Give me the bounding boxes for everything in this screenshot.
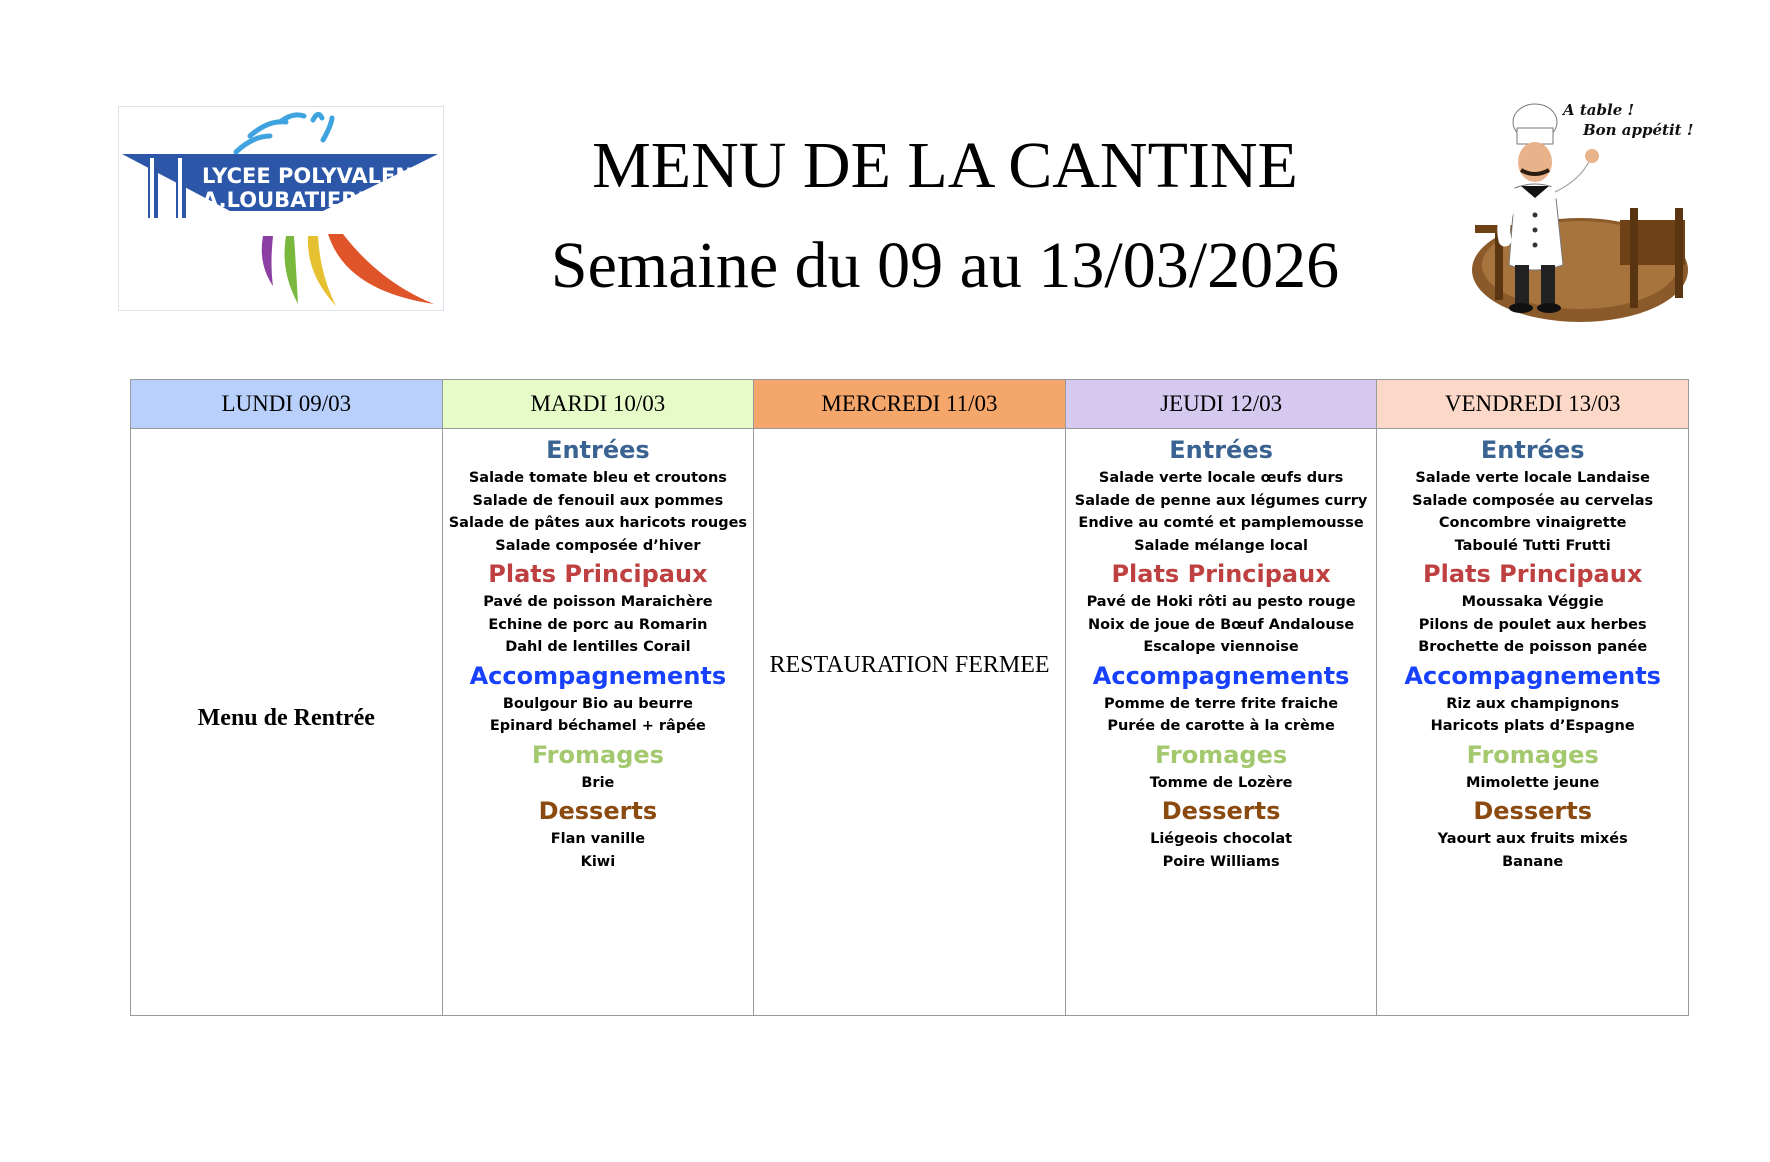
menu-item: Salade de penne aux légumes curry (1074, 492, 1368, 509)
section-heading-fromages: Fromages (1466, 740, 1599, 769)
menu-item: Salade composée au cervelas (1412, 492, 1654, 509)
chef-illustration (1455, 100, 1700, 330)
menu-item: Concombre vinaigrette (1438, 515, 1627, 531)
menu-item: Escalope viennoise (1143, 639, 1299, 655)
menu-item: Taboulé Tutti Frutti (1454, 537, 1611, 554)
menu-item: Salade tomate bleu et croutons (468, 470, 727, 486)
section-heading-accompagnements: Accompagnements (1092, 661, 1350, 690)
closed-notice: RESTAURATION FERMEE (769, 652, 1050, 678)
section-heading-desserts: Desserts (1473, 797, 1592, 825)
section-heading-accompagnements: Accompagnements (1404, 661, 1661, 690)
day-header-mercredi: MERCREDI 11/03 (754, 380, 1066, 429)
rentree-menu-note: Menu de Rentrée (197, 704, 375, 731)
menu-item: Salade de fenouil aux pommes (472, 492, 724, 509)
menu-item: Echine de porc au Romarin (488, 616, 708, 633)
menu-item: Liégeois chocolat (1150, 831, 1293, 847)
menu-item: Pavé de Hoki rôti au pesto rouge (1086, 594, 1356, 610)
day-cell-mercredi (754, 429, 1066, 1016)
chef-caption-line1: A table ! (1563, 101, 1635, 119)
menu-item: Noix de joue de Bœuf Andalouse (1088, 616, 1355, 633)
day-header-row (131, 380, 1689, 429)
week-subtitle: Semaine du 09 au 13/03/2026 (550, 229, 1340, 302)
menu-item: Pavé de poisson Maraichère (483, 594, 713, 610)
day-menu (1377, 429, 1688, 873)
menu-item: Haricots plats d’Espagne (1430, 718, 1635, 734)
section-heading-desserts: Desserts (1161, 797, 1281, 825)
section-heading-fromages: Fromages (1155, 740, 1288, 769)
logo-text-line2: A.LOUBATIERES (202, 188, 387, 212)
menu-item: Salade composée d’hiver (495, 537, 701, 554)
section-heading-desserts: Desserts (538, 797, 658, 825)
chef-caption-line2: Bon appétit ! (1583, 121, 1694, 139)
menu-item: Pomme de terre frite fraiche (1104, 695, 1339, 712)
menu-item: Salade mélange local (1134, 537, 1308, 554)
menu-item: Yaourt aux fruits mixés (1437, 831, 1628, 847)
menu-item: Dahl de lentilles Corail (505, 639, 691, 655)
menu-item: Epinard béchamel + râpée (489, 718, 706, 734)
section-heading-accompagnements: Accompagnements (469, 661, 727, 690)
day-cell-mardi (442, 429, 754, 1016)
section-heading-plats: Plats Principaux (1111, 560, 1331, 588)
section-heading-entrees: Entrées (546, 436, 650, 464)
menu-row (131, 429, 1689, 1016)
menu-item: Pilons de poulet aux herbes (1418, 616, 1647, 633)
menu-item: Banane (1502, 853, 1564, 870)
page-title: MENU DE LA CANTINE (592, 129, 1298, 202)
menu-item: Salade verte locale Landaise (1415, 470, 1650, 486)
day-header-lundi: LUNDI 09/03 (131, 380, 443, 429)
day-cell-lundi (131, 429, 443, 1016)
menu-item: Brie (581, 774, 615, 791)
section-heading-fromages: Fromages (531, 740, 664, 769)
menu-item: Moussaka Véggie (1461, 594, 1604, 610)
menu-item: Flan vanille (550, 831, 646, 847)
day-menu (1066, 429, 1377, 873)
day-menu (443, 429, 754, 873)
menu-item: Poire Williams (1162, 853, 1280, 870)
day-header-vendredi: VENDREDI 13/03 (1377, 380, 1689, 429)
menu-item: Tomme de Lozère (1149, 774, 1293, 791)
day-header-jeudi: JEUDI 12/03 (1065, 380, 1377, 429)
section-heading-plats: Plats Principaux (1423, 560, 1643, 588)
menu-item: Riz aux champignons (1446, 695, 1620, 712)
section-heading-entrees: Entrées (1480, 436, 1585, 464)
weekly-menu-table (130, 379, 1689, 1016)
menu-item: Boulgour Bio au beurre (502, 695, 693, 712)
menu-item: Endive au comté et pamplemousse (1078, 515, 1364, 531)
section-heading-entrees: Entrées (1169, 436, 1273, 464)
logo-text-line1: LYCEE POLYVALENT (202, 164, 428, 188)
menu-item: Salade verte locale œufs durs (1098, 470, 1344, 486)
menu-item: Purée de carotte à la crème (1107, 718, 1335, 734)
day-cell-vendredi (1377, 429, 1689, 1016)
menu-item: Brochette de poisson panée (1418, 639, 1648, 655)
section-heading-plats: Plats Principaux (488, 560, 708, 588)
menu-item: Salade de pâtes aux haricots rouges (448, 515, 748, 531)
day-cell-jeudi (1065, 429, 1377, 1016)
menu-item: Kiwi (580, 853, 616, 870)
day-header-mardi: MARDI 10/03 (442, 380, 754, 429)
menu-item: Mimolette jeune (1466, 774, 1600, 791)
